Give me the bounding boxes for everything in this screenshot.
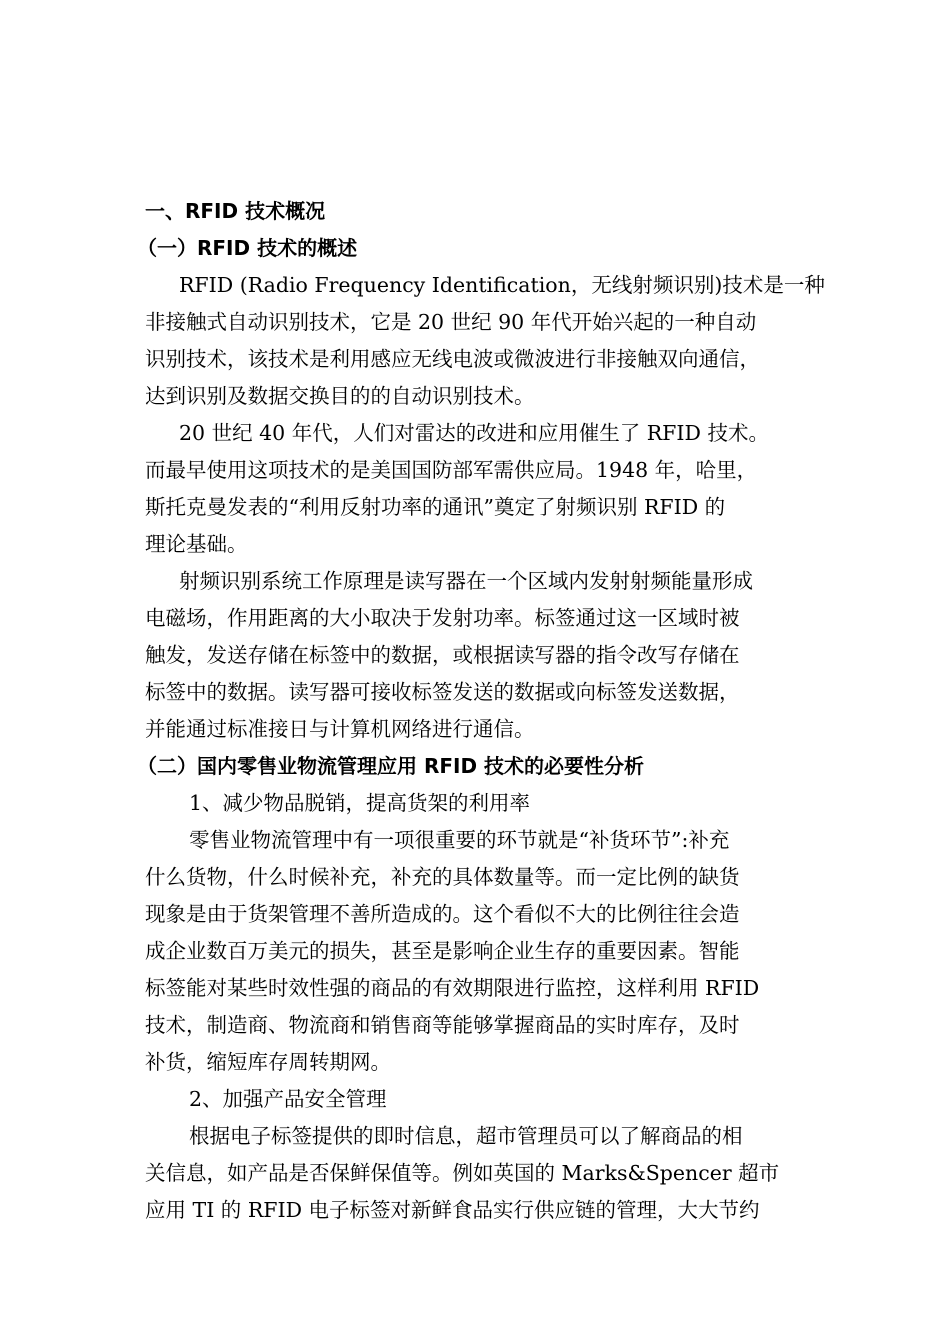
text-line: 斯托克曼发表的“利用反射功率的通讯”奠定了射频识别 RFID 的 <box>145 495 726 519</box>
text-line: 2、加强产品安全管理 <box>189 1087 387 1111</box>
text-line: 而最早使用这项技术的是美国国防部军需供应局。1948 年，哈里， <box>145 458 758 482</box>
section-heading-rfid-overview: 一、RFID 技术概况 <box>145 199 326 223</box>
text-line: 关信息，如产品是否保鲜保值等。例如英国的 Marks&Spencer 超市 <box>145 1161 780 1185</box>
text-line: 技术，制造商、物流商和销售商等能够掌握商品的实时库存，及时 <box>145 1013 740 1037</box>
text-line: 标签能对某些时效性强的商品的有效期限进行监控，这样利用 RFID <box>145 976 760 1000</box>
text-line: 并能通过标准接日与计算机网络进行通信。 <box>145 717 535 741</box>
paragraph-rfid-definition <box>145 267 825 415</box>
text-line: 应用 TI 的 RFID 电子标签对新鲜食品实行供应链的管理，大大节约 <box>145 1198 760 1222</box>
list-item-title-product-safety <box>145 1081 815 1118</box>
text-line: 成企业数百万美元的损失，甚至是影响企业生存的重要因素。智能 <box>145 939 740 963</box>
text-line: 标签中的数据。读写器可接收标签发送的数据或向标签发送数据， <box>145 680 740 704</box>
text-line: 非接触式自动识别技术，它是 20 世纪 90 年代开始兴起的一种自动 <box>145 310 757 334</box>
text-line: 1、减少物品脱销，提高货架的利用率 <box>189 791 531 815</box>
list-item-title-reduce-stockout <box>145 785 815 822</box>
text-line: 零售业物流管理中有一项很重要的环节就是“补货环节”:补充 <box>189 828 730 852</box>
subsection-heading-necessity-analysis: （二）国内零售业物流管理应用 RFID 技术的必要性分析 <box>137 754 645 778</box>
paragraph-product-safety <box>145 1118 815 1229</box>
subsection-heading-rfid-concept: （一）RFID 技术的概述 <box>137 236 358 260</box>
text-line: 理论基础。 <box>145 532 248 556</box>
paragraph-rfid-history <box>145 415 815 563</box>
text-line: 现象是由于货架管理不善所造成的。这个看似不大的比例往往会造 <box>145 902 740 926</box>
text-line: 补货，缩短库存周转期网。 <box>145 1050 391 1074</box>
paragraph-rfid-principle <box>145 563 815 748</box>
text-line: 根据电子标签提供的即时信息，超市管理员可以了解商品的相 <box>189 1124 743 1148</box>
document-body <box>137 193 825 1229</box>
text-line: 电磁场，作用距离的大小取决于发射功率。标签通过这一区域时被 <box>145 606 740 630</box>
text-line: 触发，发送存储在标签中的数据，或根据读写器的指令改写存储在 <box>145 643 740 667</box>
text-line: 达到识别及数据交换目的的自动识别技术。 <box>145 384 535 408</box>
text-line: 20 世纪 40 年代，人们对雷达的改进和应用催生了 RFID 技术。 <box>179 421 769 445</box>
text-line: 射频识别系统工作原理是读写器在一个区域内发射射频能量形成 <box>179 569 753 593</box>
text-line: 识别技术，该技术是利用感应无线电波或微波进行非接触双向通信， <box>145 347 760 371</box>
text-line: 什么货物，什么时候补充，补充的具体数量等。而一定比例的缺货 <box>145 865 740 889</box>
paragraph-replenishment <box>145 822 815 1081</box>
text-line: RFID (Radio Frequency Identification，无线射频识别)技术是一种 <box>179 273 825 297</box>
